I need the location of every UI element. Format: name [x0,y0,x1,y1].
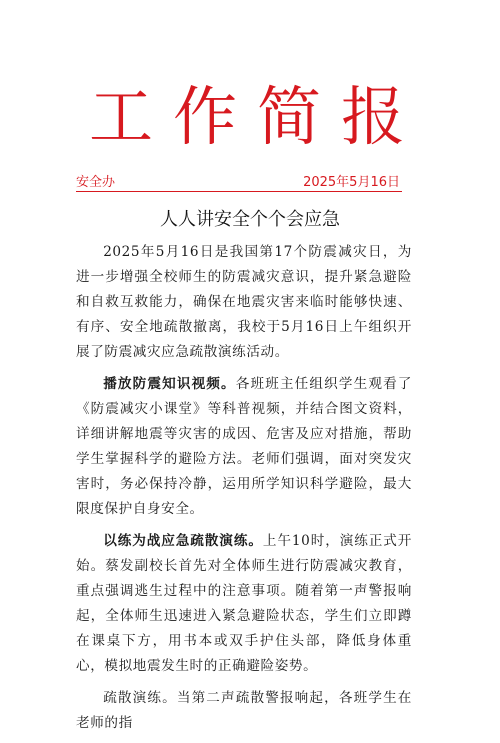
paragraph-text: 疏散演练。当第二声疏散警报响起，各班学生在老师的指 [76,690,412,731]
masthead-title: 工作简报 [89,81,425,155]
paragraph-text: 2025年5月16日是我国第17个防震减灾日，为进一步增强全校师生的防震减灾意识，提升紧急避险和自救互救能力，确保在地震灾害来临时能够快速、有序、安全地疏散撤离，我校于5月16日上午组织开展了防震减灾应急疏散演练活动。 [76,244,412,360]
issuer-row [76,174,402,192]
issue-date: 2025年5月16日 [303,175,400,190]
paragraph-lead: 播放防震知识视频。 [103,376,236,392]
paragraph-lead: 以练为战应急疏散演练。 [103,533,263,549]
paragraph-video [76,372,412,522]
paragraph-evacuation [76,686,412,736]
issuer-label: 安全办 [76,175,116,190]
paragraph-text: 各班班主任组织学生观看了《防震减灾小课堂》等科普视频，并结合图文资料，详细讲解地震等灾害的成因、危害及应对措施，帮助学生掌握科学的避险方法。老师们强调，面对突发灾害时，务必保持冷静，运用所学知识科学避险，最大限度保护自身安全。 [76,376,412,517]
article-title: 人人讲安全个个会应急 [160,209,340,230]
paragraph-text: 上午10时，演练正式开始。蔡发副校长首先对全体师生进行防震减灾教育，重点强调逃生过程中的注意事项。随着第一声警报响起，全体师生迅速进入紧急避险状态，学生们立即蹲在课桌下方，用书本或双手护住头部，降低身体重心，模拟地震发生时的正确避险姿势。 [76,533,412,674]
article-body [76,240,412,743]
red-divider [76,191,402,192]
paragraph-intro [76,240,412,365]
paragraph-drill [76,529,412,679]
